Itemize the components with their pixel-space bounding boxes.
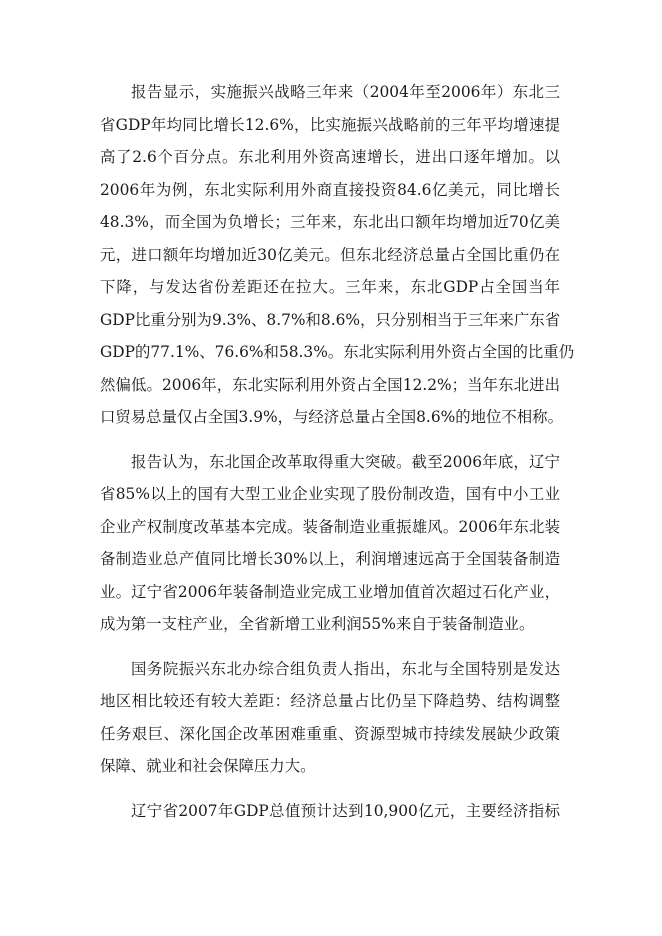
text-line: 备制造业总产值同比增长30%以上，利润增速远高于全国装备制造 — [100, 550, 560, 568]
text-line: 国务院振兴东北办综合组负责人指出，东北与全国特别是发达 — [131, 659, 560, 678]
text-line: 辽宁省2007年GDP总值预计达到10,900亿元，主要经济指标 — [131, 801, 560, 820]
text-line: 口贸易总量仅占全国3.9%，与经济总量占全国8.6%的地位不相称。 — [100, 408, 563, 426]
text-line: 报告认为，东北国企改革取得重大突破。截至2006年底，辽宁 — [131, 452, 560, 471]
text-line: 元，进口额年均增加近30亿美元。但东北经济总量占全国比重仍在 — [100, 245, 560, 264]
text-line: 下降，与发达省份差距还在拉大。三年来，东北GDP占全国当年 — [100, 278, 560, 296]
paragraph-gap — [100, 641, 560, 653]
text-line: 2006年为例，东北实际利用外商直接投资84.6亿美元，同比增长 — [100, 180, 560, 199]
text-line: 48.3%，而全国为负增长；三年来，东北出口额年均增加近70亿美 — [100, 213, 560, 231]
text-line: 企业产权制度改革基本完成。装备制造业重振雄风。2006年东北装 — [100, 517, 560, 536]
text-line: 任务艰巨、深化国企改革困难重重、资源型城市持续发展缺少政策 — [100, 724, 560, 743]
text-line: 保障、就业和社会保障压力大。 — [100, 757, 316, 775]
text-line: 报告显示，实施振兴战略三年来（2004年至2006年）东北三 — [131, 83, 560, 101]
text-line: 高了2.6个百分点。东北利用外资高速增长，进出口逐年增加。以 — [100, 148, 560, 166]
paragraph-liaoning-gdp — [100, 795, 560, 828]
paragraph-gap-analysis — [100, 653, 560, 783]
paragraph-soe-reform — [100, 446, 560, 641]
document-page — [100, 76, 575, 827]
paragraph-report-results — [100, 76, 575, 434]
text-line: GDP比重分别为9.3%、8.7%和8.6%，只分别相当于三年来广东省 — [100, 310, 561, 329]
text-line: GDP的77.1%、76.6%和58.3%。东北实际利用外资占全国的比重仍 — [100, 343, 575, 361]
text-line: 地区相比较还有较大差距：经济总量占比仍呈下降趋势、结构调整 — [100, 692, 560, 710]
text-line: 业。辽宁省2006年装备制造业完成工业增加值首次超过石化产业， — [100, 582, 560, 601]
text-line: 然偏低。2006年，东北实际利用外资占全国12.2%；当年东北进出 — [100, 375, 560, 394]
text-line: 成为第一支柱产业，全省新增工业利润55%来自于装备制造业。 — [100, 615, 535, 633]
paragraph-gap — [100, 783, 560, 795]
text-line: 省GDP年均同比增长12.6%，比实施振兴战略前的三年平均增速提 — [100, 115, 560, 134]
text-line: 省85%以上的国有大型工业企业实现了股份制改造，国有中小工业 — [100, 485, 560, 503]
paragraph-gap — [100, 434, 560, 446]
